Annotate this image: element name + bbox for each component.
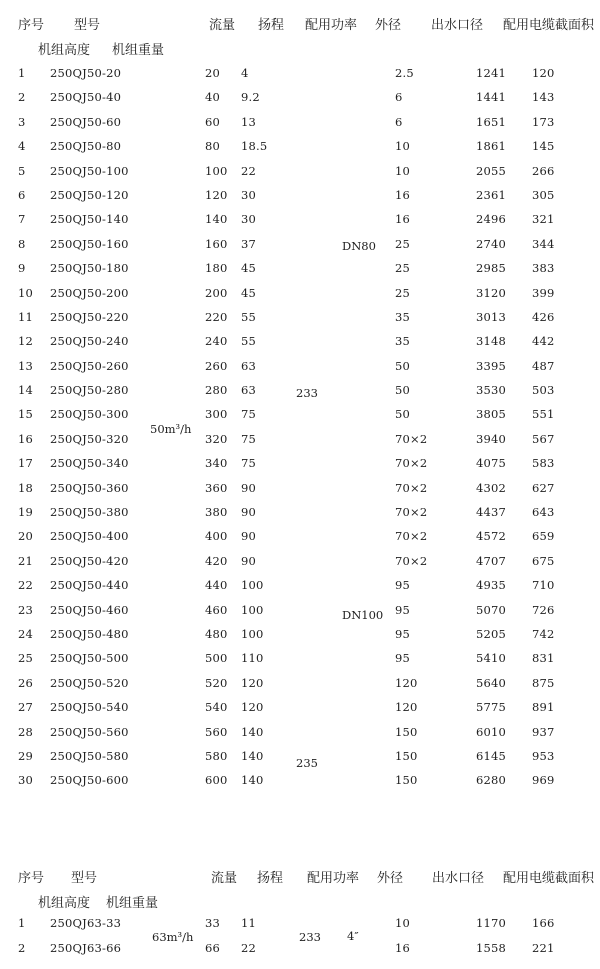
flow-cell: 360	[205, 480, 228, 495]
table2-body	[0, 912, 600, 962]
table-row	[0, 769, 600, 793]
unit-height-cell: 2496	[476, 212, 507, 227]
flow-cell: 40	[205, 90, 221, 105]
table-row	[0, 62, 600, 86]
table-row	[0, 452, 600, 476]
row-index: 10	[18, 285, 34, 300]
head-cell: 90	[241, 529, 257, 544]
model-cell: 250QJ50-100	[50, 163, 129, 178]
row-index: 2	[18, 90, 26, 105]
header-height: 机组高度	[38, 43, 91, 58]
unit-weight-cell: 953	[532, 748, 555, 763]
flow-cell: 340	[205, 456, 228, 471]
model-cell: 250QJ50-440	[50, 578, 129, 593]
unit-height-cell: 1241	[476, 66, 507, 80]
unit-weight-cell: 305	[532, 187, 555, 202]
model-cell: 250QJ50-160	[50, 236, 129, 251]
unit-height-cell: 2985	[476, 261, 507, 276]
header-flow: 流量	[211, 871, 238, 886]
unit-height-cell: 5410	[476, 651, 507, 666]
outer-diameter-cell: 70×2	[395, 456, 428, 471]
unit-height-cell: 2055	[476, 163, 507, 178]
header-outlet: 出水口径	[431, 18, 484, 33]
flow-cell: 560	[205, 724, 228, 739]
head-cell: 22	[241, 941, 257, 955]
row-index: 11	[18, 309, 34, 324]
outer-diameter-cell: 16	[395, 187, 411, 202]
model-cell: 250QJ50-460	[50, 602, 129, 617]
outer-diameter-cell: 50	[395, 358, 411, 373]
unit-weight-cell: 173	[532, 114, 555, 129]
table-row	[0, 111, 600, 135]
header-outlet: 出水口径	[432, 871, 485, 886]
header-idx: 序号	[18, 871, 45, 886]
table2-power: 233	[299, 930, 321, 944]
unit-height-cell: 5205	[476, 626, 507, 641]
table-row	[0, 912, 600, 937]
unit-weight-cell: 143	[532, 90, 555, 105]
table-row	[0, 647, 600, 671]
head-cell: 75	[241, 456, 257, 471]
table-row	[0, 282, 600, 306]
outer-diameter-cell: 95	[395, 626, 411, 641]
unit-weight-cell: 627	[532, 480, 555, 495]
head-cell: 45	[241, 261, 257, 276]
header-flow: 流量	[209, 18, 236, 33]
header-model: 型号	[71, 871, 98, 886]
flow-cell: 80	[205, 139, 221, 154]
unit-weight-cell: 221	[532, 941, 555, 955]
row-index: 19	[18, 505, 34, 520]
unit-height-cell: 3940	[476, 431, 507, 446]
unit-height-cell: 3120	[476, 285, 507, 300]
unit-height-cell: 3530	[476, 383, 507, 398]
table-row	[0, 160, 600, 184]
flow-cell: 540	[205, 700, 228, 715]
row-index: 22	[18, 578, 34, 593]
head-cell: 140	[241, 748, 264, 763]
unit-weight-cell: 503	[532, 383, 555, 398]
table-row	[0, 86, 600, 110]
head-cell: 100	[241, 578, 264, 593]
model-cell: 250QJ50-20	[50, 66, 122, 80]
header-head: 扬程	[257, 871, 284, 886]
outer-diameter-cell: 95	[395, 602, 411, 617]
head-cell: 18.5	[241, 139, 268, 154]
model-cell: 250QJ50-140	[50, 212, 129, 227]
table-row	[0, 550, 600, 574]
flow-cell: 60	[205, 114, 221, 129]
unit-height-cell: 1441	[476, 90, 507, 105]
flow-cell: 320	[205, 431, 228, 446]
header-weight: 机组重量	[106, 896, 159, 911]
table-row	[0, 574, 600, 598]
head-cell: 37	[241, 236, 257, 251]
row-index: 4	[18, 139, 26, 154]
head-cell: 100	[241, 602, 264, 617]
unit-weight-cell: 551	[532, 407, 555, 422]
outer-diameter-cell: 50	[395, 407, 411, 422]
model-cell: 250QJ50-280	[50, 383, 129, 398]
table-row	[0, 745, 600, 769]
table-row	[0, 477, 600, 501]
table-row	[0, 403, 600, 427]
flow-cell: 460	[205, 602, 228, 617]
head-cell: 140	[241, 773, 264, 788]
flow-cell: 580	[205, 748, 228, 763]
table2-flow-label: 63m³/h	[152, 930, 194, 944]
row-index: 8	[18, 236, 26, 251]
unit-weight-cell: 891	[532, 700, 555, 715]
table-row	[0, 379, 600, 403]
outer-diameter-cell: 70×2	[395, 505, 428, 520]
row-index: 3	[18, 114, 26, 129]
table-row	[0, 355, 600, 379]
table-row	[0, 623, 600, 647]
outer-diameter-cell: 6	[395, 114, 403, 129]
row-index: 26	[18, 675, 34, 690]
unit-height-cell: 5640	[476, 675, 507, 690]
unit-weight-cell: 659	[532, 529, 555, 544]
outer-diameter-cell: 95	[395, 651, 411, 666]
model-cell: 250QJ50-300	[50, 407, 129, 422]
head-cell: 75	[241, 431, 257, 446]
flow-cell: 33	[205, 916, 221, 930]
outer-diameter-cell: 120	[395, 700, 418, 715]
unit-height-cell: 3148	[476, 334, 507, 349]
outer-diameter-cell: 25	[395, 236, 411, 251]
outer-diameter-cell: 70×2	[395, 431, 428, 446]
unit-weight-cell: 583	[532, 456, 555, 471]
model-cell: 250QJ50-600	[50, 773, 129, 788]
head-cell: 90	[241, 505, 257, 520]
row-index: 23	[18, 602, 34, 617]
flow-cell: 140	[205, 212, 228, 227]
table2-header	[0, 855, 600, 911]
unit-height-cell: 6010	[476, 724, 507, 739]
unit-weight-cell: 710	[532, 578, 555, 593]
unit-weight-cell: 426	[532, 309, 555, 324]
table-row	[0, 937, 600, 962]
row-index: 21	[18, 553, 34, 568]
header-power: 配用功率	[305, 18, 358, 33]
row-index: 12	[18, 334, 34, 349]
table1-power-a: 233	[296, 386, 318, 400]
row-index: 16	[18, 431, 34, 446]
unit-height-cell: 4302	[476, 480, 507, 495]
flow-cell: 100	[205, 163, 228, 178]
flow-cell: 380	[205, 505, 228, 520]
model-cell: 250QJ50-60	[50, 114, 122, 129]
unit-weight-cell: 145	[532, 139, 555, 154]
unit-weight-cell: 166	[532, 916, 555, 930]
table1-outlet-b: DN100	[342, 608, 384, 622]
row-index: 9	[18, 261, 26, 276]
row-index: 30	[18, 773, 34, 788]
unit-height-cell: 2740	[476, 236, 507, 251]
unit-height-cell: 5775	[476, 700, 507, 715]
unit-weight-cell: 831	[532, 651, 555, 666]
head-cell: 9.2	[241, 90, 260, 105]
unit-weight-cell: 567	[532, 431, 555, 446]
outer-diameter-cell: 150	[395, 773, 418, 788]
head-cell: 90	[241, 553, 257, 568]
unit-height-cell: 5070	[476, 602, 507, 617]
model-cell: 250QJ50-400	[50, 529, 129, 544]
outer-diameter-cell: 10	[395, 139, 411, 154]
model-cell: 250QJ50-560	[50, 724, 129, 739]
row-index: 13	[18, 358, 34, 373]
flow-cell: 20	[205, 66, 221, 80]
unit-weight-cell: 969	[532, 773, 555, 788]
head-cell: 11	[241, 916, 257, 930]
table-row	[0, 233, 600, 257]
header-model: 型号	[74, 18, 101, 33]
unit-weight-cell: 344	[532, 236, 555, 251]
outer-diameter-cell: 50	[395, 383, 411, 398]
table1-body	[0, 62, 600, 794]
header-idx: 序号	[18, 18, 45, 33]
table-row	[0, 135, 600, 159]
head-cell: 55	[241, 309, 257, 324]
flow-cell: 200	[205, 285, 228, 300]
flow-cell: 240	[205, 334, 228, 349]
row-index: 27	[18, 700, 34, 715]
head-cell: 90	[241, 480, 257, 495]
table-row	[0, 721, 600, 745]
flow-cell: 280	[205, 383, 228, 398]
header-height: 机组高度	[38, 896, 91, 911]
unit-weight-cell: 937	[532, 724, 555, 739]
unit-weight-cell: 321	[532, 212, 555, 227]
outer-diameter-cell: 120	[395, 675, 418, 690]
flow-cell: 260	[205, 358, 228, 373]
unit-height-cell: 2361	[476, 187, 507, 202]
unit-weight-cell: 643	[532, 505, 555, 520]
flow-cell: 180	[205, 261, 228, 276]
row-index: 2	[18, 941, 26, 955]
unit-height-cell: 6145	[476, 748, 507, 763]
row-index: 18	[18, 480, 34, 495]
header-weight: 机组重量	[112, 43, 165, 58]
outer-diameter-cell: 70×2	[395, 480, 428, 495]
model-cell: 250QJ50-180	[50, 261, 129, 276]
head-cell: 22	[241, 163, 257, 178]
unit-height-cell: 1170	[476, 916, 507, 930]
table1-outlet-a: DN80	[342, 239, 376, 253]
model-cell: 250QJ50-480	[50, 626, 129, 641]
head-cell: 140	[241, 724, 264, 739]
row-index: 7	[18, 212, 26, 227]
model-cell: 250QJ50-340	[50, 456, 129, 471]
flow-cell: 66	[205, 941, 221, 955]
row-index: 20	[18, 529, 34, 544]
unit-height-cell: 1651	[476, 114, 507, 129]
unit-weight-cell: 487	[532, 358, 555, 373]
header-head: 扬程	[258, 18, 285, 33]
head-cell: 13	[241, 114, 257, 129]
model-cell: 250QJ50-40	[50, 90, 122, 105]
unit-weight-cell: 726	[532, 602, 555, 617]
model-cell: 250QJ63-33	[50, 916, 122, 930]
unit-weight-cell: 120	[532, 66, 555, 80]
flow-cell: 500	[205, 651, 228, 666]
flow-cell: 120	[205, 187, 228, 202]
outer-diameter-cell: 25	[395, 261, 411, 276]
flow-cell: 420	[205, 553, 228, 568]
model-cell: 250QJ50-320	[50, 431, 129, 446]
table-row	[0, 672, 600, 696]
model-cell: 250QJ50-540	[50, 700, 129, 715]
model-cell: 250QJ50-260	[50, 358, 129, 373]
outer-diameter-cell: 70×2	[395, 553, 428, 568]
model-cell: 250QJ50-240	[50, 334, 129, 349]
unit-height-cell: 4935	[476, 578, 507, 593]
table1-power-b: 235	[296, 756, 318, 770]
head-cell: 45	[241, 285, 257, 300]
table-row	[0, 428, 600, 452]
head-cell: 4	[241, 66, 249, 80]
unit-height-cell: 4437	[476, 505, 507, 520]
flow-cell: 220	[205, 309, 228, 324]
unit-height-cell: 4707	[476, 553, 507, 568]
row-index: 14	[18, 383, 34, 398]
head-cell: 120	[241, 700, 264, 715]
table-row	[0, 696, 600, 720]
model-cell: 250QJ50-500	[50, 651, 129, 666]
header-power: 配用功率	[307, 871, 360, 886]
table-row	[0, 257, 600, 281]
head-cell: 100	[241, 626, 264, 641]
outer-diameter-cell: 2.5	[395, 66, 414, 80]
outer-diameter-cell: 6	[395, 90, 403, 105]
unit-height-cell: 1558	[476, 941, 507, 955]
header-od: 外径	[377, 871, 404, 886]
unit-height-cell: 1861	[476, 139, 507, 154]
model-cell: 250QJ50-80	[50, 139, 122, 154]
unit-weight-cell: 742	[532, 626, 555, 641]
header-cable: 配用电缆截面积	[503, 18, 595, 33]
unit-weight-cell: 399	[532, 285, 555, 300]
model-cell: 250QJ50-580	[50, 748, 129, 763]
row-index: 1	[18, 916, 26, 930]
outer-diameter-cell: 150	[395, 724, 418, 739]
head-cell: 75	[241, 407, 257, 422]
unit-height-cell: 3013	[476, 309, 507, 324]
outer-diameter-cell: 150	[395, 748, 418, 763]
unit-height-cell: 3805	[476, 407, 507, 422]
table-row	[0, 525, 600, 549]
row-index: 6	[18, 187, 26, 202]
table-row	[0, 330, 600, 354]
unit-weight-cell: 266	[532, 163, 555, 178]
model-cell: 250QJ63-66	[50, 941, 122, 955]
unit-height-cell: 4075	[476, 456, 507, 471]
row-index: 1	[18, 66, 26, 80]
model-cell: 250QJ50-420	[50, 553, 129, 568]
unit-height-cell: 6280	[476, 773, 507, 788]
head-cell: 63	[241, 383, 257, 398]
unit-weight-cell: 675	[532, 553, 555, 568]
unit-height-cell: 4572	[476, 529, 507, 544]
head-cell: 63	[241, 358, 257, 373]
head-cell: 30	[241, 187, 257, 202]
unit-weight-cell: 442	[532, 334, 555, 349]
table-row	[0, 501, 600, 525]
flow-cell: 480	[205, 626, 228, 641]
outer-diameter-cell: 35	[395, 334, 411, 349]
model-cell: 250QJ50-360	[50, 480, 129, 495]
flow-cell: 520	[205, 675, 228, 690]
row-index: 15	[18, 407, 34, 422]
row-index: 29	[18, 748, 34, 763]
unit-weight-cell: 875	[532, 675, 555, 690]
flow-cell: 300	[205, 407, 228, 422]
unit-height-cell: 3395	[476, 358, 507, 373]
outer-diameter-cell: 16	[395, 941, 411, 955]
model-cell: 250QJ50-380	[50, 505, 129, 520]
head-cell: 30	[241, 212, 257, 227]
row-index: 28	[18, 724, 34, 739]
model-cell: 250QJ50-200	[50, 285, 129, 300]
row-index: 25	[18, 651, 34, 666]
unit-weight-cell: 383	[532, 261, 555, 276]
outer-diameter-cell: 10	[395, 163, 411, 178]
outer-diameter-cell: 10	[395, 916, 411, 930]
model-cell: 250QJ50-220	[50, 309, 129, 324]
row-index: 24	[18, 626, 34, 641]
table-row	[0, 306, 600, 330]
row-index: 17	[18, 456, 34, 471]
header-cable: 配用电缆截面积	[503, 871, 595, 886]
outer-diameter-cell: 16	[395, 212, 411, 227]
head-cell: 110	[241, 651, 264, 666]
table1-header	[0, 0, 600, 58]
flow-cell: 600	[205, 773, 228, 788]
header-od: 外径	[375, 18, 402, 33]
outer-diameter-cell: 95	[395, 578, 411, 593]
flow-cell: 440	[205, 578, 228, 593]
model-cell: 250QJ50-520	[50, 675, 129, 690]
table2-outlet: 4″	[347, 929, 359, 943]
outer-diameter-cell: 70×2	[395, 529, 428, 544]
table-row	[0, 184, 600, 208]
outer-diameter-cell: 35	[395, 309, 411, 324]
model-cell: 250QJ50-120	[50, 187, 129, 202]
flow-cell: 160	[205, 236, 228, 251]
head-cell: 55	[241, 334, 257, 349]
table-row	[0, 208, 600, 232]
table1-flow-label: 50m³/h	[150, 422, 192, 436]
row-index: 5	[18, 163, 26, 178]
flow-cell: 400	[205, 529, 228, 544]
outer-diameter-cell: 25	[395, 285, 411, 300]
head-cell: 120	[241, 675, 264, 690]
table-row	[0, 599, 600, 623]
